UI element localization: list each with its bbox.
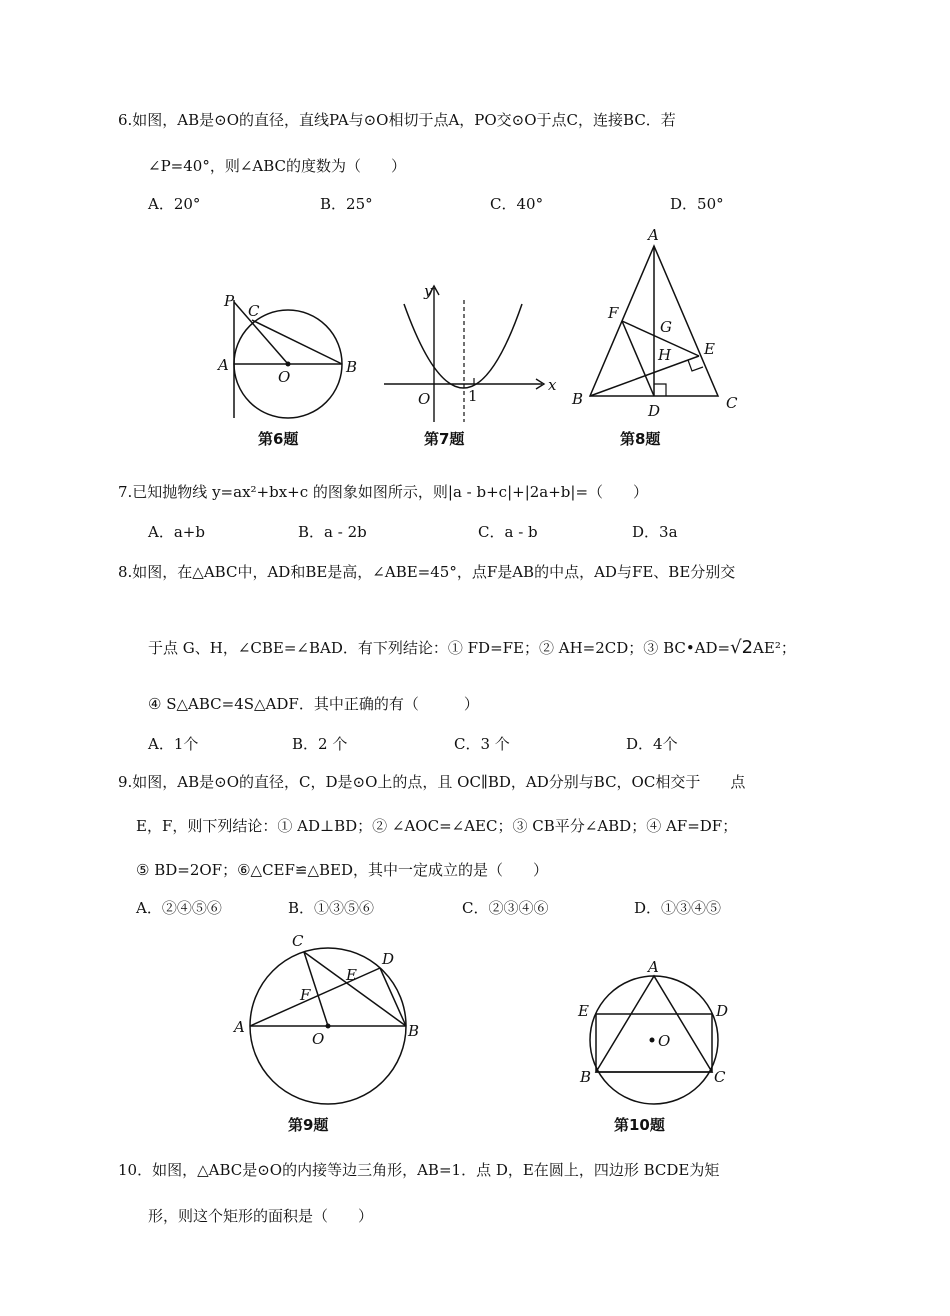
q8-line2 <box>148 638 796 658</box>
q8-line2-text: 于点 G、H，∠CBE=∠BAD．有下列结论：① FD=FE；② AH=2CD；③ BC•AD= <box>148 639 731 657</box>
fig8-label-e: E <box>704 340 715 358</box>
q8-line1: 8.如图，在△ABC中，AD和BE是高，∠ABE=45°，点F是AB的中点，AD与FE、BE分别交 <box>118 563 736 581</box>
figure-9-circle <box>228 932 448 1112</box>
figure-7-parabola <box>380 282 560 422</box>
fig6-label-a: A <box>218 356 229 374</box>
q10-line1: 10．如图，△ABC是⊙O的内接等边三角形，AB=1．点 D，E在圆上，四边形 BCDE为矩 <box>118 1161 720 1179</box>
figure-6-circle-tangent <box>210 290 370 420</box>
q8-option-b: B．2 个 <box>292 735 348 753</box>
q7-option-d: D．3a <box>632 523 678 541</box>
fig9-label-d: D <box>382 950 395 968</box>
fig7-label-1: 1 <box>468 387 478 405</box>
figure-6-caption: 第6题 <box>258 430 299 448</box>
fig8-label-f: F <box>608 304 619 322</box>
fig9-label-b: B <box>408 1022 420 1040</box>
figure-8-triangle <box>568 226 748 426</box>
q8-line3: ④ S△ABC=4S△ADF．其中正确的有（ ） <box>148 695 479 713</box>
figure-8-caption: 第8题 <box>620 430 661 448</box>
q8-option-c: C．3 个 <box>454 735 510 753</box>
fig10-label-c: C <box>714 1068 726 1086</box>
fig7-label-x: x <box>548 376 557 394</box>
fig6-label-p: P <box>224 292 235 310</box>
fig8-label-h: H <box>658 346 672 364</box>
q6-line2: ∠P=40°，则∠ABC的度数为（ ） <box>148 157 406 175</box>
fig9-label-f: F <box>300 986 311 1004</box>
q9-option-a: A．②④⑤⑥ <box>136 899 222 917</box>
q7-option-a: A．a+b <box>148 523 205 541</box>
q9-option-d: D．①③④⑤ <box>634 899 722 917</box>
q10-line2: 形，则这个矩形的面积是（ ） <box>148 1207 374 1225</box>
q8-line2-end: AE²； <box>753 639 796 657</box>
fig6-label-o: O <box>278 368 291 386</box>
figure-10-caption: 第10题 <box>614 1116 665 1134</box>
q7-option-c: C．a - b <box>478 523 538 541</box>
fig10-label-a: A <box>648 958 659 976</box>
q9-option-c: C．②③④⑥ <box>462 899 549 917</box>
fig9-label-c: C <box>292 932 304 950</box>
fig8-label-g: G <box>660 318 672 336</box>
fig10-label-b: B <box>580 1068 592 1086</box>
fig9-label-o: O <box>312 1030 325 1048</box>
q9-line3: ⑤ BD=2OF；⑥△CEF≌△BED，其中一定成立的是（ ） <box>136 861 549 879</box>
fig8-label-c: C <box>726 394 738 412</box>
q9-option-b: B．①③⑤⑥ <box>288 899 375 917</box>
q6-option-c: C．40° <box>490 195 544 213</box>
figure-9-caption: 第9题 <box>288 1116 329 1134</box>
fig9-label-a: A <box>234 1018 245 1036</box>
fig6-label-c: C <box>248 302 260 320</box>
fig10-label-o: O <box>658 1032 671 1050</box>
figure-7-caption: 第7题 <box>424 430 465 448</box>
fig6-label-b: B <box>346 358 358 376</box>
figure-10-circle-rectangle <box>568 958 748 1108</box>
fig10-label-e: E <box>578 1002 589 1020</box>
q6-option-a: A．20° <box>148 195 201 213</box>
fig7-label-o: O <box>418 390 431 408</box>
q9-line1: 9.如图，AB是⊙O的直径，C，D是⊙O上的点，且 OC∥BD，AD分别与BC，OC相交于 点 <box>118 773 746 791</box>
fig9-label-e: E <box>346 966 357 984</box>
fig10-label-d: D <box>716 1002 729 1020</box>
q7-option-b: B．a - 2b <box>298 523 367 541</box>
fig8-label-d: D <box>648 402 661 420</box>
q8-option-d: D．4个 <box>626 735 678 753</box>
q8-option-a: A．1个 <box>148 735 199 753</box>
fig8-label-b: B <box>572 390 584 408</box>
fig8-label-a: A <box>648 226 659 244</box>
q8-sqrt2: √2 <box>730 637 754 658</box>
q6-line1: 6.如图，AB是⊙O的直径，直线PA与⊙O相切于点A，PO交⊙O于点C，连接BC．若 <box>118 111 676 129</box>
q6-option-d: D．50° <box>670 195 724 213</box>
fig7-label-y: y <box>424 282 433 300</box>
q6-option-b: B．25° <box>320 195 373 213</box>
q9-line2: E，F，则下列结论：① AD⊥BD；② ∠AOC=∠AEC；③ CB平分∠ABD；④ AF=DF； <box>136 817 738 835</box>
q7-line1: 7.已知抛物线 y=ax²+bx+c 的图象如图所示，则|a - b+c|+|2a+b|=（ ） <box>118 483 649 501</box>
